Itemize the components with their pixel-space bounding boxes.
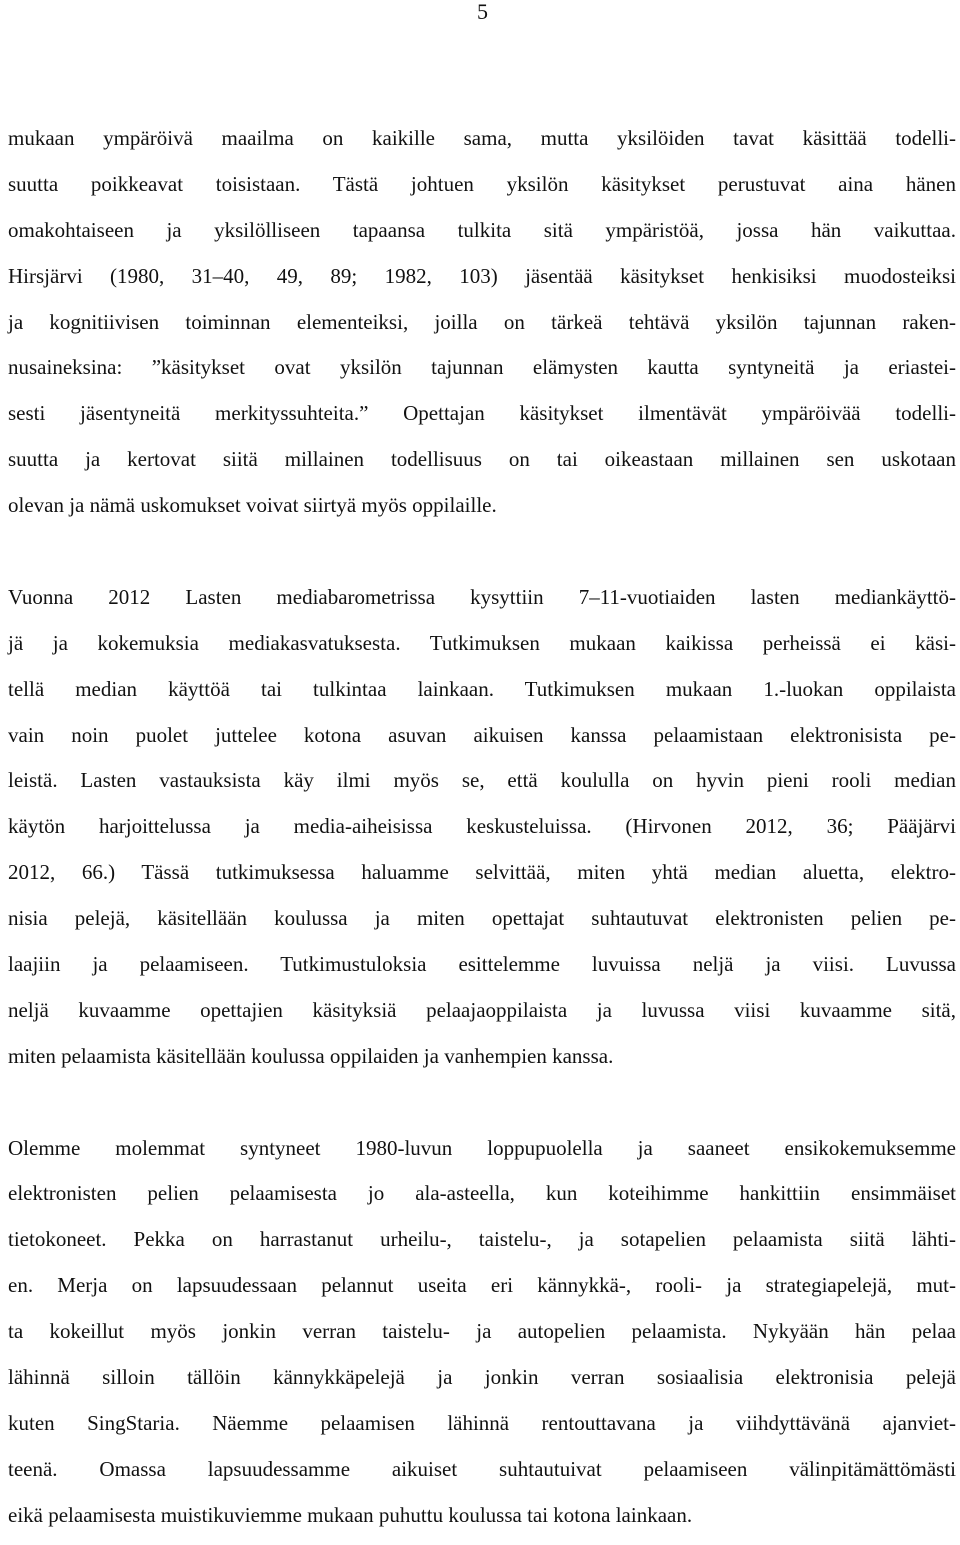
text-line: laajiin ja pelaamiseen. Tutkimustuloksia esittelemme luvuissa neljä ja viisi. Luvussa <box>8 952 956 977</box>
text-line: Olemme molemmat syntyneet 1980-luvun loppupuolella ja saaneet ensikokemuksemme <box>8 1135 956 1160</box>
text-line: 2012, 66.) Tässä tutkimuksessa haluamme selvittää, miten yhtä median aluetta, elektro- <box>8 860 956 885</box>
text-line: Vuonna 2012 Lasten mediabarometrissa kysyttiin 7–11-vuotiaiden lasten mediankäyttö- <box>8 584 956 609</box>
text-line: teenä. Omassa lapsuudessamme aikuiset suhtautuivat pelaamiseen välinpitämättömästi <box>8 1456 956 1481</box>
text-line: en. Merja on lapsuudessaan pelannut useita eri kännykkä-, rooli- ja strategiapelejä, mut- <box>8 1273 956 1298</box>
text-line: nusaineksina: ”käsitykset ovat yksilön tajunnan elämysten kautta syntyneitä ja eriastei- <box>8 355 956 380</box>
paragraph-gap <box>8 1080 956 1126</box>
text-line: olevan ja nämä uskomukset voivat siirtyä myös oppilaille. <box>8 493 497 518</box>
text-line: suutta ja kertovat siitä millainen todellisuus on tai oikeastaan millainen sen uskotaan <box>8 447 956 472</box>
text-line: nisia pelejä, käsitellään koulussa ja miten opettajat suhtautuvat elektronisten pelien pe- <box>8 906 956 931</box>
paragraph-2 <box>8 575 956 1080</box>
text-line: lähinnä silloin tällöin kännykkäpelejä ja jonkin verran sosiaalisia elektronisia pelejä <box>8 1365 956 1390</box>
document-body <box>8 116 956 1539</box>
text-line: omakohtaiseen ja yksilölliseen tapaansa tulkita sitä ympäristöä, jossa hän vaikuttaa. <box>8 217 956 242</box>
text-line: neljä kuvaamme opettajien käsityksiä pelaajaoppilaista ja luvussa viisi kuvaamme sitä, <box>8 997 956 1022</box>
text-line: Hirsjärvi (1980, 31–40, 49, 89; 1982, 103) jäsentää käsitykset henkisiksi muodosteiksi <box>8 263 956 288</box>
text-line: vain noin puolet juttelee kotona asuvan aikuisen kanssa pelaamistaan elektronisista pe- <box>8 722 956 747</box>
text-line: tellä median käyttöä tai tulkintaa lainkaan. Tutkimuksen mukaan 1.-luokan oppilaista <box>8 676 956 701</box>
text-line: ja kognitiivisen toiminnan elementeiksi, joilla on tärkeä tehtävä yksilön tajunnan raken- <box>8 309 956 334</box>
paragraph-gap <box>8 529 956 575</box>
text-line: miten pelaamista käsitellään koulussa oppilaiden ja vanhempien kanssa. <box>8 1043 614 1068</box>
text-line: sesti jäsentyneitä merkityssuhteita.” Opettajan käsitykset ilmentävät ympäröivää todelli- <box>8 401 956 426</box>
text-line: käytön harjoittelussa ja media-aiheisissa keskusteluissa. (Hirvonen 2012, 36; Pääjärvi <box>8 814 956 839</box>
text-line: kuten SingStaria. Näemme pelaamisen lähinnä rentouttavana ja viihdyttävänä ajanviet- <box>8 1410 956 1435</box>
text-line: leistä. Lasten vastauksista käy ilmi myös se, että koululla on hyvin pieni rooli median <box>8 768 956 793</box>
text-line: eikä pelaamisesta muistikuviemme mukaan puhuttu koulussa tai kotona lainkaan. <box>8 1502 693 1527</box>
text-line: tietokoneet. Pekka on harrastanut urheilu-, taistelu-, ja sotapelien pelaamista siitä lähti- <box>8 1227 956 1252</box>
paragraph-1 <box>8 116 956 529</box>
text-line: elektronisten pelien pelaamisesta jo ala-asteella, kun koteihimme hankittiin ensimmäiset <box>8 1181 956 1206</box>
text-line: suutta poikkeavat toisistaan. Tästä johtuen yksilön käsitykset perustuvat aina hänen <box>8 171 956 196</box>
paragraph-3 <box>8 1126 956 1539</box>
text-line: jä ja kokemuksia mediakasvatuksesta. Tutkimuksen mukaan kaikissa perheissä ei käsi- <box>8 630 956 655</box>
text-line: ta kokeillut myös jonkin verran taistelu- ja autopelien pelaamista. Nykyään hän pelaa <box>8 1319 956 1344</box>
page-number: 5 <box>477 0 488 24</box>
text-line: mukaan ympäröivä maailma on kaikille sama, mutta yksilöiden tavat käsittää todelli- <box>8 126 956 150</box>
